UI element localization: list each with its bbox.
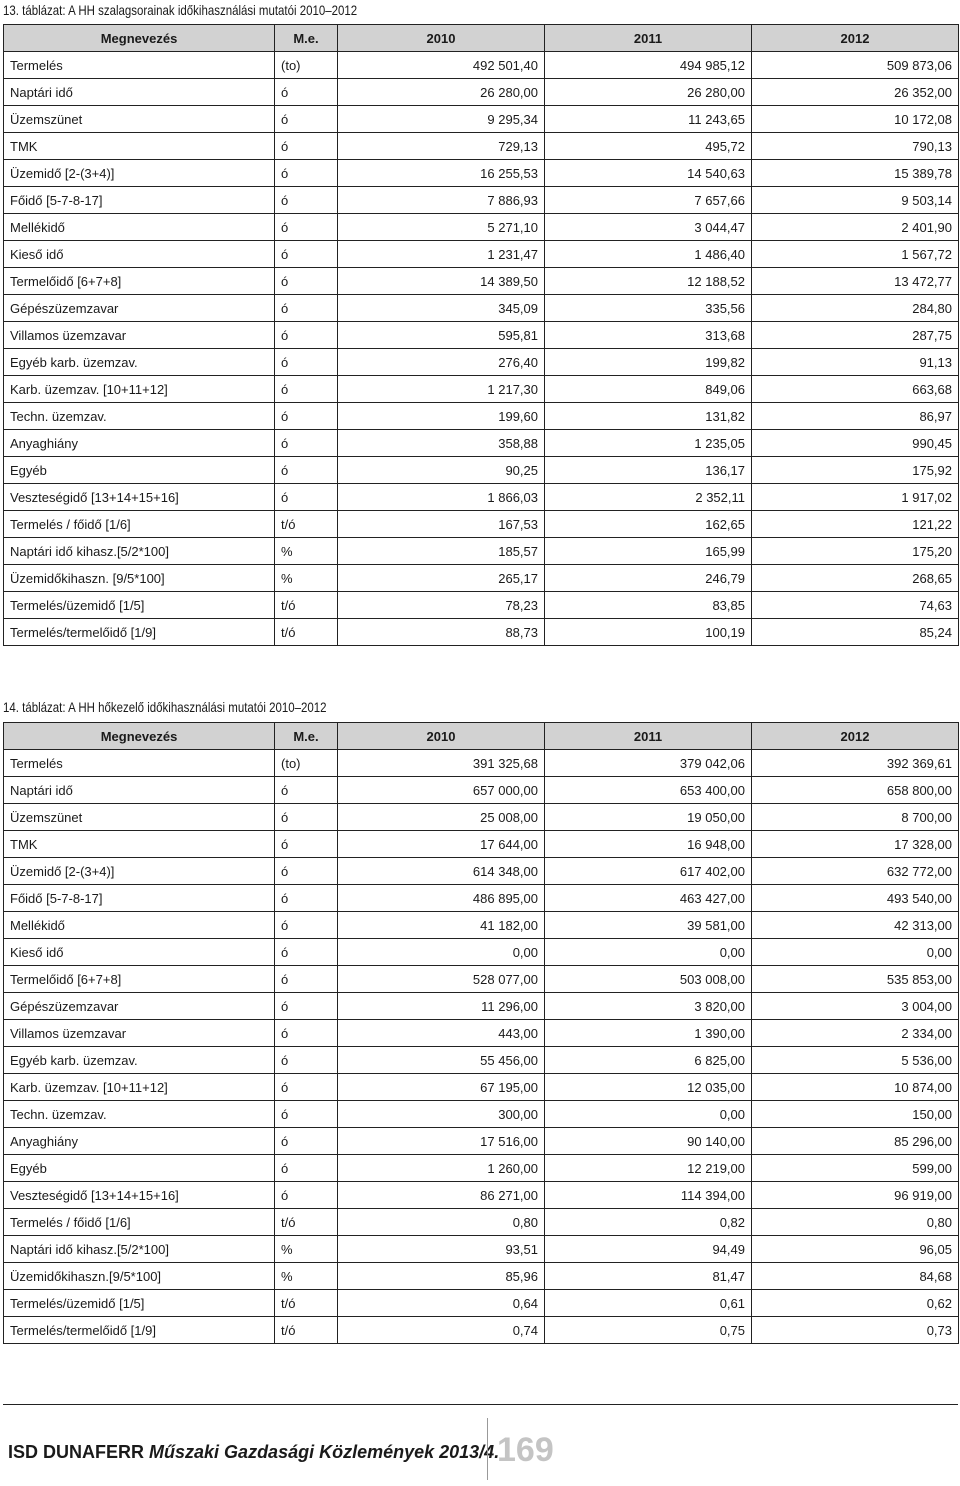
unit-cell: ó (275, 993, 338, 1020)
value-cell: 595,81 (338, 322, 545, 349)
value-cell: 2 401,90 (752, 214, 959, 241)
value-cell: 55 456,00 (338, 1047, 545, 1074)
table-row (4, 858, 959, 885)
footer-journal-title (8, 1442, 499, 1463)
value-cell: 2 334,00 (752, 1020, 959, 1047)
value-cell: 13 472,77 (752, 268, 959, 295)
row-label: Termelés / főidő [1/6] (4, 511, 275, 538)
value-cell: 1 390,00 (545, 1020, 752, 1047)
row-label: TMK (4, 831, 275, 858)
value-cell: 90 140,00 (545, 1128, 752, 1155)
value-cell: 39 581,00 (545, 912, 752, 939)
unit-cell: ó (275, 187, 338, 214)
table-row (4, 133, 959, 160)
table-row (4, 1317, 959, 1344)
unit-cell: t/ó (275, 1290, 338, 1317)
table-row (4, 939, 959, 966)
table-row (4, 376, 959, 403)
table-header-row (4, 25, 959, 52)
value-cell: 379 042,06 (545, 750, 752, 777)
value-cell: 185,57 (338, 538, 545, 565)
value-cell: 1 217,30 (338, 376, 545, 403)
value-cell: 0,80 (752, 1209, 959, 1236)
value-cell: 14 540,63 (545, 160, 752, 187)
column-header: 2012 (752, 723, 959, 750)
value-cell: 990,45 (752, 430, 959, 457)
unit-cell: ó (275, 858, 338, 885)
value-cell: 11 296,00 (338, 993, 545, 1020)
row-label: Termelés (4, 750, 275, 777)
unit-cell: ó (275, 457, 338, 484)
value-cell: 94,49 (545, 1236, 752, 1263)
value-cell: 17 328,00 (752, 831, 959, 858)
table-row (4, 1020, 959, 1047)
value-cell: 494 985,12 (545, 52, 752, 79)
unit-cell: ó (275, 430, 338, 457)
row-label: Üzemidő [2-(3+4)] (4, 160, 275, 187)
value-cell: 3 004,00 (752, 993, 959, 1020)
value-cell: 287,75 (752, 322, 959, 349)
unit-cell: ó (275, 1074, 338, 1101)
value-cell: 85 296,00 (752, 1128, 959, 1155)
table-row (4, 777, 959, 804)
value-cell: 657 000,00 (338, 777, 545, 804)
table-row (4, 430, 959, 457)
row-label: Anyaghiány (4, 1128, 275, 1155)
footer-separator (487, 1418, 488, 1480)
value-cell: 114 394,00 (545, 1182, 752, 1209)
value-cell: 5 536,00 (752, 1047, 959, 1074)
value-cell: 9 295,34 (338, 106, 545, 133)
row-label: Naptári idő (4, 777, 275, 804)
table-row (4, 484, 959, 511)
column-header: Megnevezés (4, 723, 275, 750)
unit-cell: % (275, 538, 338, 565)
row-label: Üzemszünet (4, 804, 275, 831)
value-cell: 91,13 (752, 349, 959, 376)
row-label: Termelés/üzemidő [1/5] (4, 1290, 275, 1317)
value-cell: 0,73 (752, 1317, 959, 1344)
value-cell: 74,63 (752, 592, 959, 619)
value-cell: 25 008,00 (338, 804, 545, 831)
column-header: Megnevezés (4, 25, 275, 52)
value-cell: 1 917,02 (752, 484, 959, 511)
value-cell: 300,00 (338, 1101, 545, 1128)
unit-cell: ó (275, 268, 338, 295)
row-label: Üzemidőkihaszn.[9/5*100] (4, 1263, 275, 1290)
value-cell: 0,00 (545, 939, 752, 966)
row-label: Kieső idő (4, 241, 275, 268)
value-cell: 10 172,08 (752, 106, 959, 133)
table-14 (3, 722, 959, 1344)
table-14-caption: 14. táblázat: A HH hőkezelő időkihasználási mutatói 2010–2012 (3, 699, 327, 715)
unit-cell: t/ó (275, 619, 338, 646)
value-cell: 463 427,00 (545, 885, 752, 912)
table-row (4, 214, 959, 241)
value-cell: 199,60 (338, 403, 545, 430)
unit-cell: ó (275, 1047, 338, 1074)
value-cell: 162,65 (545, 511, 752, 538)
value-cell: 8 700,00 (752, 804, 959, 831)
value-cell: 17 516,00 (338, 1128, 545, 1155)
table-row (4, 619, 959, 646)
value-cell: 11 243,65 (545, 106, 752, 133)
unit-cell: ó (275, 160, 338, 187)
value-cell: 503 008,00 (545, 966, 752, 993)
value-cell: 0,62 (752, 1290, 959, 1317)
value-cell: 3 044,47 (545, 214, 752, 241)
value-cell: 14 389,50 (338, 268, 545, 295)
table-row (4, 52, 959, 79)
table-row (4, 511, 959, 538)
value-cell: 599,00 (752, 1155, 959, 1182)
unit-cell: ó (275, 214, 338, 241)
value-cell: 86 271,00 (338, 1182, 545, 1209)
table-row (4, 1209, 959, 1236)
unit-cell: ó (275, 295, 338, 322)
table-row (4, 349, 959, 376)
value-cell: 81,47 (545, 1263, 752, 1290)
column-header: 2010 (338, 25, 545, 52)
table-row (4, 403, 959, 430)
table-row (4, 295, 959, 322)
row-label: Kieső idő (4, 939, 275, 966)
column-header: M.e. (275, 723, 338, 750)
row-label: Naptári idő (4, 79, 275, 106)
value-cell: 150,00 (752, 1101, 959, 1128)
row-label: Veszteségidő [13+14+15+16] (4, 1182, 275, 1209)
value-cell: 78,23 (338, 592, 545, 619)
value-cell: 486 895,00 (338, 885, 545, 912)
value-cell: 284,80 (752, 295, 959, 322)
value-cell: 167,53 (338, 511, 545, 538)
table-row (4, 268, 959, 295)
value-cell: 26 280,00 (338, 79, 545, 106)
value-cell: 96 919,00 (752, 1182, 959, 1209)
value-cell: 391 325,68 (338, 750, 545, 777)
table-row (4, 1101, 959, 1128)
footer-publisher: ISD DUNAFERR (8, 1442, 145, 1462)
row-label: Egyéb karb. üzemzav. (4, 1047, 275, 1074)
value-cell: 1 260,00 (338, 1155, 545, 1182)
value-cell: 90,25 (338, 457, 545, 484)
unit-cell: ó (275, 106, 338, 133)
value-cell: 392 369,61 (752, 750, 959, 777)
table-row (4, 993, 959, 1020)
page-number: 169 (497, 1431, 554, 1469)
value-cell: 26 352,00 (752, 79, 959, 106)
unit-cell: ó (275, 349, 338, 376)
unit-cell: ó (275, 322, 338, 349)
unit-cell: ó (275, 804, 338, 831)
value-cell: 42 313,00 (752, 912, 959, 939)
table-row (4, 565, 959, 592)
value-cell: 131,82 (545, 403, 752, 430)
unit-cell: % (275, 565, 338, 592)
value-cell: 849,06 (545, 376, 752, 403)
value-cell: 26 280,00 (545, 79, 752, 106)
value-cell: 265,17 (338, 565, 545, 592)
table-row (4, 79, 959, 106)
unit-cell: ó (275, 1128, 338, 1155)
row-label: Termelés (4, 52, 275, 79)
value-cell: 528 077,00 (338, 966, 545, 993)
value-cell: 0,64 (338, 1290, 545, 1317)
value-cell: 175,20 (752, 538, 959, 565)
row-label: Mellékidő (4, 912, 275, 939)
value-cell: 0,75 (545, 1317, 752, 1344)
unit-cell: t/ó (275, 1209, 338, 1236)
value-cell: 1 866,03 (338, 484, 545, 511)
value-cell: 535 853,00 (752, 966, 959, 993)
unit-cell: ó (275, 1155, 338, 1182)
value-cell: 93,51 (338, 1236, 545, 1263)
unit-cell: t/ó (275, 511, 338, 538)
value-cell: 19 050,00 (545, 804, 752, 831)
value-cell: 658 800,00 (752, 777, 959, 804)
unit-cell: t/ó (275, 592, 338, 619)
row-label: Főidő [5-7-8-17] (4, 885, 275, 912)
value-cell: 175,92 (752, 457, 959, 484)
row-label: Termelés/üzemidő [1/5] (4, 592, 275, 619)
value-cell: 335,56 (545, 295, 752, 322)
value-cell: 614 348,00 (338, 858, 545, 885)
value-cell: 6 825,00 (545, 1047, 752, 1074)
value-cell: 1 567,72 (752, 241, 959, 268)
row-label: Üzemszünet (4, 106, 275, 133)
table-row (4, 804, 959, 831)
unit-cell: ó (275, 831, 338, 858)
value-cell: 2 352,11 (545, 484, 752, 511)
value-cell: 9 503,14 (752, 187, 959, 214)
value-cell: 85,24 (752, 619, 959, 646)
value-cell: 632 772,00 (752, 858, 959, 885)
row-label: Üzemidőkihaszn. [9/5*100] (4, 565, 275, 592)
row-label: Anyaghiány (4, 430, 275, 457)
unit-cell: ó (275, 484, 338, 511)
value-cell: 729,13 (338, 133, 545, 160)
value-cell: 16 255,53 (338, 160, 545, 187)
row-label: Gépészüzemzavar (4, 993, 275, 1020)
unit-cell: ó (275, 1101, 338, 1128)
value-cell: 84,68 (752, 1263, 959, 1290)
unit-cell: ó (275, 1020, 338, 1047)
unit-cell: ó (275, 403, 338, 430)
row-label: Naptári idő kihasz.[5/2*100] (4, 1236, 275, 1263)
unit-cell: ó (275, 79, 338, 106)
row-label: Villamos üzemzavar (4, 1020, 275, 1047)
value-cell: 136,17 (545, 457, 752, 484)
row-label: Techn. üzemzav. (4, 403, 275, 430)
column-header: 2010 (338, 723, 545, 750)
row-label: TMK (4, 133, 275, 160)
unit-cell: ó (275, 966, 338, 993)
value-cell: 88,73 (338, 619, 545, 646)
row-label: Gépészüzemzavar (4, 295, 275, 322)
value-cell: 199,82 (545, 349, 752, 376)
value-cell: 12 035,00 (545, 1074, 752, 1101)
value-cell: 7 886,93 (338, 187, 545, 214)
value-cell: 345,09 (338, 295, 545, 322)
table-row (4, 1155, 959, 1182)
unit-cell: ó (275, 133, 338, 160)
unit-cell: ó (275, 912, 338, 939)
column-header: M.e. (275, 25, 338, 52)
value-cell: 663,68 (752, 376, 959, 403)
value-cell: 100,19 (545, 619, 752, 646)
unit-cell: ó (275, 939, 338, 966)
table-row (4, 592, 959, 619)
row-label: Egyéb (4, 1155, 275, 1182)
table-row (4, 831, 959, 858)
value-cell: 85,96 (338, 1263, 545, 1290)
value-cell: 358,88 (338, 430, 545, 457)
row-label: Villamos üzemzavar (4, 322, 275, 349)
row-label: Techn. üzemzav. (4, 1101, 275, 1128)
value-cell: 492 501,40 (338, 52, 545, 79)
value-cell: 12 219,00 (545, 1155, 752, 1182)
value-cell: 0,61 (545, 1290, 752, 1317)
value-cell: 0,00 (338, 939, 545, 966)
value-cell: 17 644,00 (338, 831, 545, 858)
value-cell: 3 820,00 (545, 993, 752, 1020)
unit-cell: ó (275, 241, 338, 268)
value-cell: 443,00 (338, 1020, 545, 1047)
table-row (4, 966, 959, 993)
row-label: Termelés / főidő [1/6] (4, 1209, 275, 1236)
value-cell: 493 540,00 (752, 885, 959, 912)
unit-cell: (to) (275, 750, 338, 777)
row-label: Karb. üzemzav. [10+11+12] (4, 376, 275, 403)
unit-cell: ó (275, 376, 338, 403)
value-cell: 96,05 (752, 1236, 959, 1263)
value-cell: 1 235,05 (545, 430, 752, 457)
unit-cell: ó (275, 885, 338, 912)
value-cell: 509 873,06 (752, 52, 959, 79)
table-row (4, 241, 959, 268)
table-row (4, 106, 959, 133)
row-label: Egyéb (4, 457, 275, 484)
table-header-row (4, 723, 959, 750)
value-cell: 1 231,47 (338, 241, 545, 268)
column-header: 2012 (752, 25, 959, 52)
row-label: Egyéb karb. üzemzav. (4, 349, 275, 376)
value-cell: 5 271,10 (338, 214, 545, 241)
row-label: Termelés/termelőidő [1/9] (4, 619, 275, 646)
value-cell: 495,72 (545, 133, 752, 160)
table-row (4, 160, 959, 187)
footer-journal: Műszaki Gazdasági Közlemények 2013/4. (149, 1442, 500, 1462)
value-cell: 121,22 (752, 511, 959, 538)
value-cell: 313,68 (545, 322, 752, 349)
value-cell: 83,85 (545, 592, 752, 619)
value-cell: 276,40 (338, 349, 545, 376)
table-row (4, 457, 959, 484)
value-cell: 16 948,00 (545, 831, 752, 858)
value-cell: 10 874,00 (752, 1074, 959, 1101)
unit-cell: (to) (275, 52, 338, 79)
value-cell: 0,82 (545, 1209, 752, 1236)
table-row (4, 187, 959, 214)
table-row (4, 1263, 959, 1290)
value-cell: 617 402,00 (545, 858, 752, 885)
table-row (4, 1236, 959, 1263)
table-row (4, 1128, 959, 1155)
value-cell: 41 182,00 (338, 912, 545, 939)
column-header: 2011 (545, 25, 752, 52)
value-cell: 653 400,00 (545, 777, 752, 804)
table-row (4, 1074, 959, 1101)
value-cell: 0,80 (338, 1209, 545, 1236)
row-label: Termelőidő [6+7+8] (4, 966, 275, 993)
footer-divider (3, 1404, 958, 1405)
row-label: Mellékidő (4, 214, 275, 241)
value-cell: 0,00 (752, 939, 959, 966)
value-cell: 86,97 (752, 403, 959, 430)
table-row (4, 1290, 959, 1317)
table-row (4, 1047, 959, 1074)
table-row (4, 750, 959, 777)
unit-cell: ó (275, 1182, 338, 1209)
row-label: Naptári idő kihasz.[5/2*100] (4, 538, 275, 565)
value-cell: 7 657,66 (545, 187, 752, 214)
table-13-caption: 13. táblázat: A HH szalagsorainak időkihasználási mutatói 2010–2012 (3, 2, 358, 18)
table-13 (3, 24, 959, 646)
row-label: Főidő [5-7-8-17] (4, 187, 275, 214)
value-cell: 246,79 (545, 565, 752, 592)
table-row (4, 1182, 959, 1209)
value-cell: 67 195,00 (338, 1074, 545, 1101)
row-label: Karb. üzemzav. [10+11+12] (4, 1074, 275, 1101)
table-row (4, 912, 959, 939)
unit-cell: ó (275, 777, 338, 804)
value-cell: 0,74 (338, 1317, 545, 1344)
value-cell: 165,99 (545, 538, 752, 565)
value-cell: 0,00 (545, 1101, 752, 1128)
unit-cell: % (275, 1236, 338, 1263)
value-cell: 268,65 (752, 565, 959, 592)
table-row (4, 538, 959, 565)
unit-cell: t/ó (275, 1317, 338, 1344)
column-header: 2011 (545, 723, 752, 750)
row-label: Üzemidő [2-(3+4)] (4, 858, 275, 885)
value-cell: 15 389,78 (752, 160, 959, 187)
row-label: Veszteségidő [13+14+15+16] (4, 484, 275, 511)
table-row (4, 322, 959, 349)
row-label: Termelőidő [6+7+8] (4, 268, 275, 295)
unit-cell: % (275, 1263, 338, 1290)
value-cell: 1 486,40 (545, 241, 752, 268)
row-label: Termelés/termelőidő [1/9] (4, 1317, 275, 1344)
value-cell: 12 188,52 (545, 268, 752, 295)
value-cell: 790,13 (752, 133, 959, 160)
table-row (4, 885, 959, 912)
